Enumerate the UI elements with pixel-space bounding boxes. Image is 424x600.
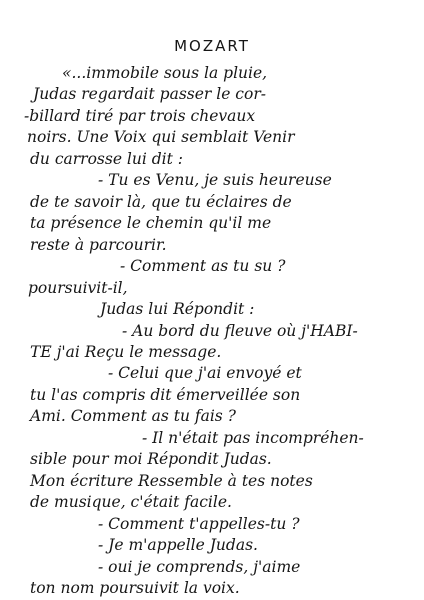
text-line: de te savoir là, que tu éclaires de bbox=[30, 192, 292, 211]
text-line: ta présence le chemin qu'il me bbox=[30, 214, 272, 233]
text-line: du carrosse lui dit : bbox=[30, 149, 183, 168]
text-line: noirs. Une Voix qui semblait Venir bbox=[27, 128, 295, 147]
text-line: Judas lui Répondit : bbox=[100, 300, 255, 319]
text-line: - Tu es Venu, je suis heureuse bbox=[98, 171, 332, 190]
text-line: Judas regardait passer le cor- bbox=[33, 85, 266, 104]
text-line: tu l'as compris dit émerveillée son bbox=[30, 385, 301, 404]
text-line: reste à parcourir. bbox=[30, 235, 167, 254]
text-line: sible pour moi Répondit Judas. bbox=[30, 450, 272, 469]
text-line: «...immobile sous la pluie, bbox=[62, 64, 268, 82]
text-line: - Comment t'appelles-tu ? bbox=[98, 514, 300, 533]
text-line: - Au bord du fleuve où j'HABI- bbox=[122, 321, 358, 340]
text-line: - Il n'était pas incompréhen- bbox=[142, 428, 364, 447]
text-line: - Je m'appelle Judas. bbox=[98, 536, 258, 555]
text-line: de musique, c'était facile. bbox=[30, 493, 232, 512]
text-line: - Celui que j'ai envoyé et bbox=[108, 364, 302, 383]
text-line: Mon écriture Ressemble à tes notes bbox=[30, 471, 313, 490]
text-line: TE j'ai Reçu le message. bbox=[30, 342, 222, 361]
text-line: -billard tiré par trois chevaux bbox=[24, 106, 256, 125]
text-line: - oui je comprends, j'aime bbox=[98, 557, 301, 576]
text-line: - Comment as tu su ? bbox=[120, 257, 286, 276]
page-title: MOZART bbox=[174, 37, 250, 55]
text-line: poursuivit-il, bbox=[28, 278, 128, 297]
text-line: ton nom poursuivit la voix. bbox=[30, 579, 240, 597]
text-line: Ami. Comment as tu fais ? bbox=[30, 407, 236, 426]
